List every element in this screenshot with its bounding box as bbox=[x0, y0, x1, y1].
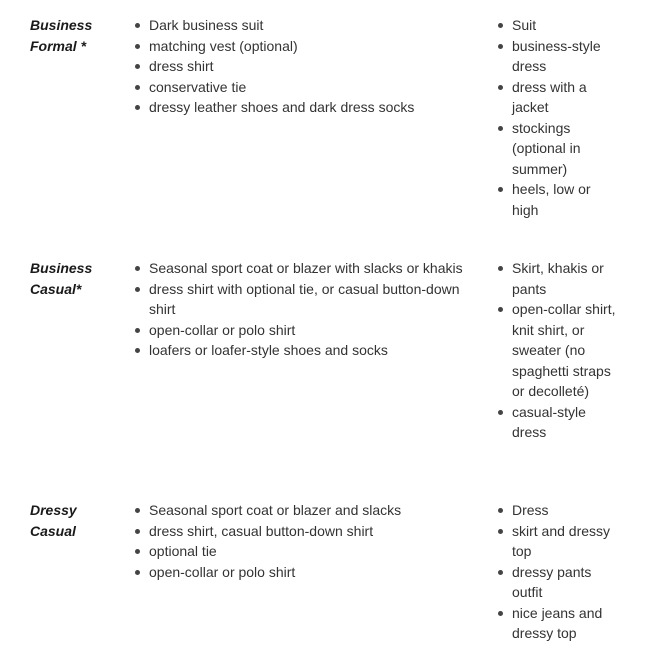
category-label bbox=[30, 15, 120, 57]
list-item bbox=[133, 15, 478, 36]
list-item bbox=[133, 258, 478, 279]
women-attire-list bbox=[496, 15, 616, 220]
list-item-text: dressy pants outfit bbox=[512, 563, 592, 600]
list-item bbox=[496, 500, 616, 521]
category-label-line: Formal * bbox=[30, 38, 87, 54]
men-attire-list bbox=[133, 15, 478, 118]
list-item bbox=[496, 36, 616, 77]
list-item bbox=[133, 56, 478, 77]
list-item bbox=[133, 541, 478, 562]
bullet-icon bbox=[135, 529, 140, 534]
bullet-icon bbox=[135, 105, 140, 110]
bullet-icon bbox=[498, 570, 503, 575]
list-item-text: skirt and dressy top bbox=[512, 522, 611, 559]
list-item-text: optional tie bbox=[149, 543, 217, 559]
bullet-icon bbox=[135, 44, 140, 49]
list-item bbox=[496, 258, 616, 299]
category-label-line: Casual* bbox=[30, 281, 82, 297]
bullet-icon bbox=[498, 23, 503, 28]
women-attire-list bbox=[496, 500, 616, 644]
list-item-text: open-collar shirt, knit shirt, or sweater (no spaghetti straps or decolleté) bbox=[512, 301, 616, 399]
bullet-icon bbox=[498, 85, 503, 90]
bullet-icon bbox=[135, 570, 140, 575]
list-item bbox=[133, 500, 478, 521]
list-item bbox=[496, 562, 616, 603]
category-label-line: Dressy bbox=[30, 502, 77, 518]
list-item bbox=[496, 15, 616, 36]
bullet-icon bbox=[498, 529, 503, 534]
list-item-text: Skirt, khakis or pants bbox=[512, 260, 604, 297]
list-item bbox=[496, 603, 616, 644]
list-item bbox=[133, 320, 478, 341]
list-item-text: conservative tie bbox=[149, 78, 247, 95]
bullet-icon bbox=[135, 508, 140, 513]
list-item bbox=[133, 77, 478, 98]
list-item-text: Dress bbox=[512, 502, 549, 518]
list-item-text: Seasonal sport coat or blazer and slacks bbox=[149, 502, 402, 518]
bullet-icon bbox=[498, 126, 503, 131]
list-item bbox=[133, 279, 478, 320]
list-item-text: stockings (optional in summer) bbox=[512, 119, 581, 177]
bullet-icon bbox=[498, 508, 503, 513]
list-item bbox=[496, 299, 616, 402]
list-item bbox=[133, 562, 478, 583]
list-item bbox=[496, 77, 616, 118]
list-item-text: dress shirt bbox=[149, 58, 214, 74]
list-item-text: dressy leather shoes and dark dress socks bbox=[149, 99, 415, 115]
list-item-text: nice jeans and dressy top bbox=[512, 604, 603, 641]
men-attire-list bbox=[133, 258, 478, 361]
category-label-line: Casual bbox=[30, 523, 76, 539]
list-item-text: Seasonal sport coat or blazer with slacks or khakis bbox=[149, 260, 463, 276]
list-item-text: loafers or loafer-style shoes and socks bbox=[149, 342, 388, 358]
list-item bbox=[496, 179, 616, 220]
bullet-icon bbox=[135, 549, 140, 554]
men-attire-list bbox=[133, 500, 478, 582]
bullet-icon bbox=[498, 307, 503, 312]
list-item bbox=[133, 521, 478, 542]
bullet-icon bbox=[498, 611, 503, 616]
list-item-text: Suit bbox=[512, 17, 537, 33]
category-label bbox=[30, 258, 120, 300]
list-item-text: Dark business suit bbox=[149, 17, 264, 33]
category-label bbox=[30, 500, 120, 542]
bullet-icon bbox=[135, 328, 140, 333]
bullet-icon bbox=[135, 348, 140, 353]
bullet-icon bbox=[135, 23, 140, 28]
bullet-icon bbox=[498, 410, 503, 415]
category-label-line: Business bbox=[30, 260, 93, 276]
list-item-text: casual-style dress bbox=[512, 403, 586, 440]
bullet-icon bbox=[135, 85, 140, 90]
list-item-text: heels, low or high bbox=[512, 181, 591, 218]
bullet-icon bbox=[135, 64, 140, 69]
list-item-text: open-collar or polo shirt bbox=[149, 321, 296, 338]
list-item bbox=[496, 521, 616, 562]
bullet-icon bbox=[135, 287, 140, 292]
bullet-icon bbox=[498, 187, 503, 192]
list-item bbox=[496, 118, 616, 180]
bullet-icon bbox=[498, 266, 503, 271]
list-item-text: open-collar or polo shirt bbox=[149, 563, 296, 580]
list-item bbox=[496, 402, 616, 443]
bullet-icon bbox=[498, 44, 503, 49]
bullet-icon bbox=[135, 266, 140, 271]
list-item-text: dress with a jacket bbox=[512, 78, 587, 115]
list-item-text: dress shirt, casual button-down shirt bbox=[149, 522, 374, 539]
list-item-text: matching vest (optional) bbox=[149, 37, 298, 54]
list-item-text: business-style dress bbox=[512, 37, 601, 74]
list-item-text: dress shirt with optional tie, or casual button-down shirt bbox=[149, 280, 460, 317]
list-item bbox=[133, 340, 478, 361]
list-item bbox=[133, 97, 478, 118]
category-label-line: Business bbox=[30, 17, 93, 33]
women-attire-list bbox=[496, 258, 616, 443]
list-item bbox=[133, 36, 478, 57]
